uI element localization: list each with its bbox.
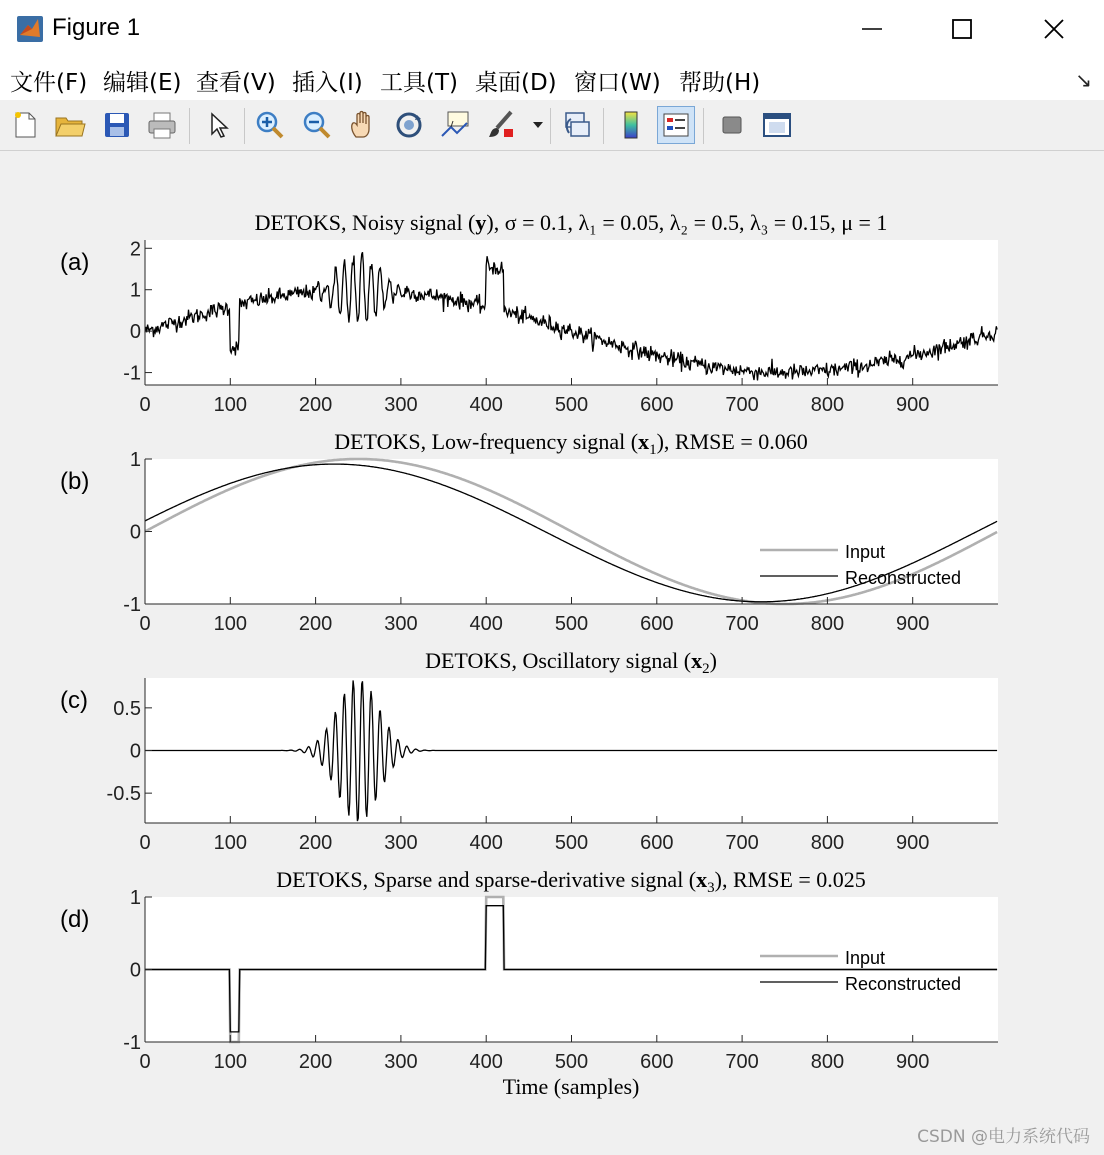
y-tick-label: 0 — [129, 521, 141, 544]
x-tick-label: 100 — [213, 613, 247, 635]
menu-insert[interactable]: 插入(I) — [292, 70, 363, 96]
legend-icon — [661, 110, 691, 140]
window-title: Figure 1 — [52, 14, 141, 41]
menu-window[interactable]: 窗口(W) — [574, 70, 661, 96]
x-tick-label: 200 — [298, 394, 333, 416]
pointer-icon — [203, 110, 233, 140]
legend-d-reconstructed: Reconstructed — [845, 974, 962, 994]
subplot-a — [60, 210, 998, 416]
x-tick-label: 0 — [139, 613, 151, 635]
menu-desktop[interactable]: 桌面(D) — [475, 70, 557, 96]
x-tick-label: 400 — [469, 613, 503, 635]
x-tick-label: 0 — [139, 1051, 151, 1073]
y-tick-label: -1 — [123, 362, 141, 385]
data-cursor-icon — [439, 109, 471, 141]
y-tick-label: 0 — [129, 740, 141, 763]
x-tick-label: 800 — [810, 1051, 845, 1073]
x-tick-label: 200 — [298, 832, 333, 854]
subplot-d — [60, 867, 998, 1099]
x-tick-label: 300 — [384, 394, 418, 416]
x-tick-label: 600 — [640, 1051, 674, 1073]
zoom-out-button[interactable] — [298, 106, 336, 144]
y-tick-label: 0 — [129, 321, 141, 344]
x-tick-label: 400 — [469, 832, 503, 854]
x-tick-label: 700 — [725, 394, 759, 416]
y-tick-label: 1 — [129, 887, 141, 909]
x-tick-label: 700 — [725, 1051, 759, 1073]
menu-bar — [0, 58, 1104, 101]
y-tick-label: -1 — [123, 1032, 141, 1054]
x-tick-label: 300 — [384, 613, 418, 635]
subplot-c-title: DETOKS, Oscillatory signal $(x_2)$ — [425, 648, 717, 677]
x-tick-label: 900 — [896, 394, 930, 416]
x-tick-label: 0 — [139, 394, 151, 416]
x-tick-label: 300 — [384, 1051, 418, 1073]
subplot-c — [60, 648, 998, 854]
link-plot-button[interactable] — [558, 106, 596, 144]
x-tick-label: 500 — [554, 394, 589, 416]
x-tick-label: 400 — [469, 1051, 503, 1073]
x-tick-label: 900 — [896, 832, 930, 854]
legend-b-input: Input — [845, 542, 886, 562]
x-tick-label: 900 — [896, 613, 930, 635]
close-button[interactable] — [1026, 10, 1082, 48]
subplot-b — [60, 429, 998, 635]
x-tick-label: 600 — [640, 394, 674, 416]
colorbar-button[interactable] — [612, 106, 650, 144]
y-tick-label: 1 — [129, 279, 141, 302]
figure-canvas — [0, 150, 1104, 1155]
maximize-icon — [950, 17, 974, 41]
brush-button[interactable] — [482, 106, 520, 144]
y-tick-label: 1 — [129, 449, 141, 471]
legend-b-reconstructed: Reconstructed — [845, 568, 962, 588]
figure-toolbar — [0, 100, 1104, 151]
x-tick-label: 500 — [554, 613, 589, 635]
x-tick-label: 700 — [725, 832, 759, 854]
y-tick-label: -0.5 — [106, 783, 141, 806]
x-tick-label: 800 — [810, 832, 845, 854]
x-tick-label: 600 — [640, 832, 674, 854]
menu-tools[interactable]: 工具(T) — [380, 70, 458, 96]
x-tick-label: 0 — [139, 832, 151, 854]
y-tick-label: 0 — [129, 959, 141, 982]
arrow-icon[interactable]: ↘ — [1075, 70, 1092, 92]
y-tick-label: -1 — [123, 594, 141, 616]
rotate-3d-button[interactable] — [390, 106, 428, 144]
x-tick-label: 400 — [469, 394, 503, 416]
brush-dropdown-icon[interactable] — [532, 120, 544, 130]
pan-icon — [347, 109, 379, 141]
open-button[interactable] — [51, 106, 89, 144]
y-tick-label: 0.5 — [113, 697, 141, 720]
x-tick-label: 900 — [896, 1051, 930, 1073]
x-tick-label: 600 — [640, 613, 674, 635]
new-figure-button[interactable] — [6, 106, 44, 144]
pointer-button[interactable] — [199, 106, 237, 144]
panel-label-a: (a) — [60, 249, 90, 276]
menu-edit[interactable]: 编辑(E) — [103, 70, 182, 96]
panel-label-b: (b) — [60, 468, 90, 495]
dock-button[interactable] — [758, 106, 796, 144]
y-tick-label: 2 — [129, 238, 141, 261]
x-tick-label: 800 — [810, 394, 845, 416]
zoom-in-icon — [254, 109, 286, 141]
minimize-icon — [860, 17, 884, 41]
close-icon — [1042, 17, 1066, 41]
x-tick-label: 100 — [213, 832, 247, 854]
hide-tools-button[interactable] — [713, 106, 751, 144]
open-icon — [54, 110, 86, 140]
menu-file[interactable]: 文件(F) — [10, 70, 88, 96]
print-icon — [146, 110, 178, 140]
matlab-logo-icon — [16, 15, 44, 43]
panel-label-c: (c) — [60, 687, 88, 714]
colorbar-icon — [615, 109, 647, 141]
save-icon — [102, 110, 132, 140]
menu-help[interactable]: 帮助(H) — [679, 70, 761, 96]
zoom-in-button[interactable] — [251, 106, 289, 144]
x-tick-label: 500 — [554, 1051, 589, 1073]
minimize-button[interactable] — [844, 10, 900, 48]
watermark: CSDN @电力系统代码 — [917, 1127, 1090, 1147]
x-tick-label: 700 — [725, 613, 759, 635]
save-button[interactable] — [98, 106, 136, 144]
dock-icon — [761, 110, 793, 140]
x-axis-label: Time (samples) — [502, 1074, 640, 1099]
legend-d-input: Input — [845, 948, 886, 968]
x-tick-label: 800 — [810, 613, 845, 635]
subplot-a-title: DETOKS, Noisy signal (y), σ = 0.1, λ₁ = 0.05, λ₂ = 0.5, λ₃ = 0.15, μ = 1 — [254, 210, 888, 235]
menu-view[interactable]: 查看(V) — [196, 70, 276, 96]
subplot-d-title: DETOKS, Sparse and sparse-derivative signal $(x_3)$, RMSE = 0.025 — [276, 867, 866, 896]
print-button[interactable] — [143, 106, 181, 144]
x-tick-label: 300 — [384, 832, 418, 854]
new-figure-icon — [10, 110, 40, 140]
x-tick-label: 100 — [213, 1051, 247, 1073]
maximize-button[interactable] — [934, 10, 990, 48]
x-tick-label: 500 — [554, 832, 589, 854]
legend-button[interactable] — [657, 106, 695, 144]
panel-label-d: (d) — [60, 906, 90, 933]
x-tick-label: 100 — [213, 394, 247, 416]
rotate-3d-icon — [393, 109, 425, 141]
x-tick-label: 200 — [298, 613, 333, 635]
subplot-b-title: DETOKS, Low-frequency signal $(x_1)$, RMSE = 0.060 — [334, 429, 808, 458]
brush-icon — [485, 109, 517, 141]
link-plot-icon — [561, 109, 593, 141]
data-cursor-button[interactable] — [436, 106, 474, 144]
pan-button[interactable] — [344, 106, 382, 144]
x-tick-label: 200 — [298, 1051, 333, 1073]
window-titlebar — [0, 0, 1104, 58]
zoom-out-icon — [301, 109, 333, 141]
hide-tools-icon — [717, 110, 747, 140]
